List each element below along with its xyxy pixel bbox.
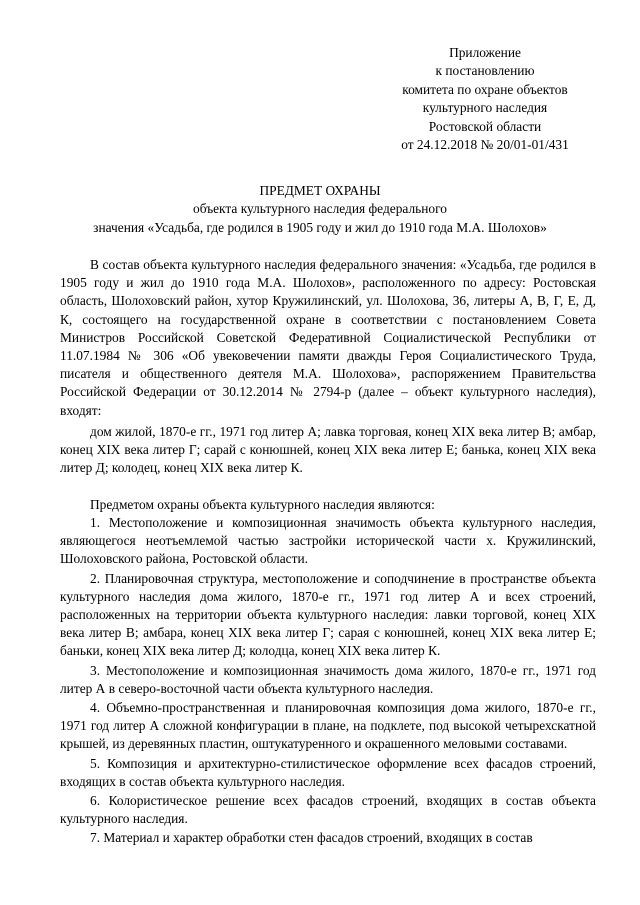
list-item: 4. Объемно-пространственная и планировочная композиция дома жилого, 1870-е гг., 1971 год литер А сложной конфигурации в плане, на подклете, под высокой четырехскатной крышей, из деревянных пластин, оштукатуренного и окрашенного меловыми составами.	[60, 700, 596, 752]
buildings-paragraph-text: дом жилой, 1870-е гг., 1971 год литер А; лавка торговая, конец XIX века литер В; амбар, конец XIX века литер Г; сарай с конюшней, конец XIX века литер Е; банька, конец XIX века литер Д; колодец, конец XIX века литер К.	[60, 424, 596, 476]
appendix-line: комитета по охране объектов	[402, 81, 568, 97]
title-heading: ПРЕДМЕТ ОХРАНЫ	[259, 183, 381, 198]
appendix-line: Ростовской области	[428, 118, 542, 134]
protection-items-list	[60, 514, 596, 849]
intro-paragraph-text: В состав объекта культурного наследия федерального значения: «Усадьба, где родился в 1905 году и жил до 1910 года М.А. Шолохов», расположенного по адресу: Ростовская область, Шолоховский район, хутор Кружилинский, ул. Шолохова, 36, литеры А, В, Г, Е, Д, К, состоящего на государственной охране в соответствии с постановлением Совета Министров Российской Советской Федеративной Социалистической Республики от 11.07.1984 № 306 «Об увековечении памяти дважды Героя Социалистического Труда, писателя и общественного деятеля М.А. Шолохова», распоряжением Правительства Российской Федерации от 30.12.2014 № 2794-р (далее – объект культурного наследия), входят:	[60, 257, 596, 418]
list-item: 3. Местоположение и композиционная значимость дома жилого, 1870-е гг., 1971 год литер А в северо-восточной части объекта культурного наследия.	[60, 662, 596, 696]
appendix-line: Приложение	[449, 45, 521, 60]
list-item: 1. Местоположение и композиционная значимость объекта культурного наследия, являющегося неотъемлемой частью застройки исторической части х. Кружилинский, Шолоховского района, Ростовской области.	[60, 515, 596, 567]
list-item: 5. Композиция и архитектурно-стилистическое оформление всех фасадов строений, входящих в состав объекта культурного наследия.	[60, 755, 596, 789]
intro-paragraph	[60, 256, 596, 420]
title-object-name: значения «Усадьба, где родился в 1905 году и жил до 1910 года М.А. Шолохов»	[93, 219, 547, 235]
appendix-date-number: от 24.12.2018 № 20/01-01/431	[401, 137, 569, 153]
title-subheading: объекта культурного наследия федерального	[193, 201, 447, 217]
subject-heading: Предметом охраны объекта культурного наследия являются:	[90, 497, 435, 512]
appendix-header	[380, 44, 590, 154]
list-item: 2. Планировочная структура, местоположение и соподчинение в пространстве объекта культурного наследия дома жилого, 1870-е гг., 1971 год литер А и всех строений, расположенных на территории объекта культурного наследия: лавки торговой, конец XIX века литер В; амбара, конец XIX века литер Г; сарая с конюшней, конец XIX века литер Е; баньки, конец XIX века литер Д; колодца, конец XIX века литер К.	[60, 570, 596, 659]
list-item: 6. Колористическое решение всех фасадов строений, входящих в состав объекта культурного наследия.	[60, 793, 596, 827]
document-title	[40, 182, 600, 237]
buildings-paragraph	[60, 423, 596, 478]
appendix-line: культурного наследия	[422, 100, 548, 116]
list-item: 7. Материал и характер обработки стен фасадов строений, входящих в состав	[90, 830, 533, 846]
appendix-line: к постановлению	[435, 63, 535, 79]
